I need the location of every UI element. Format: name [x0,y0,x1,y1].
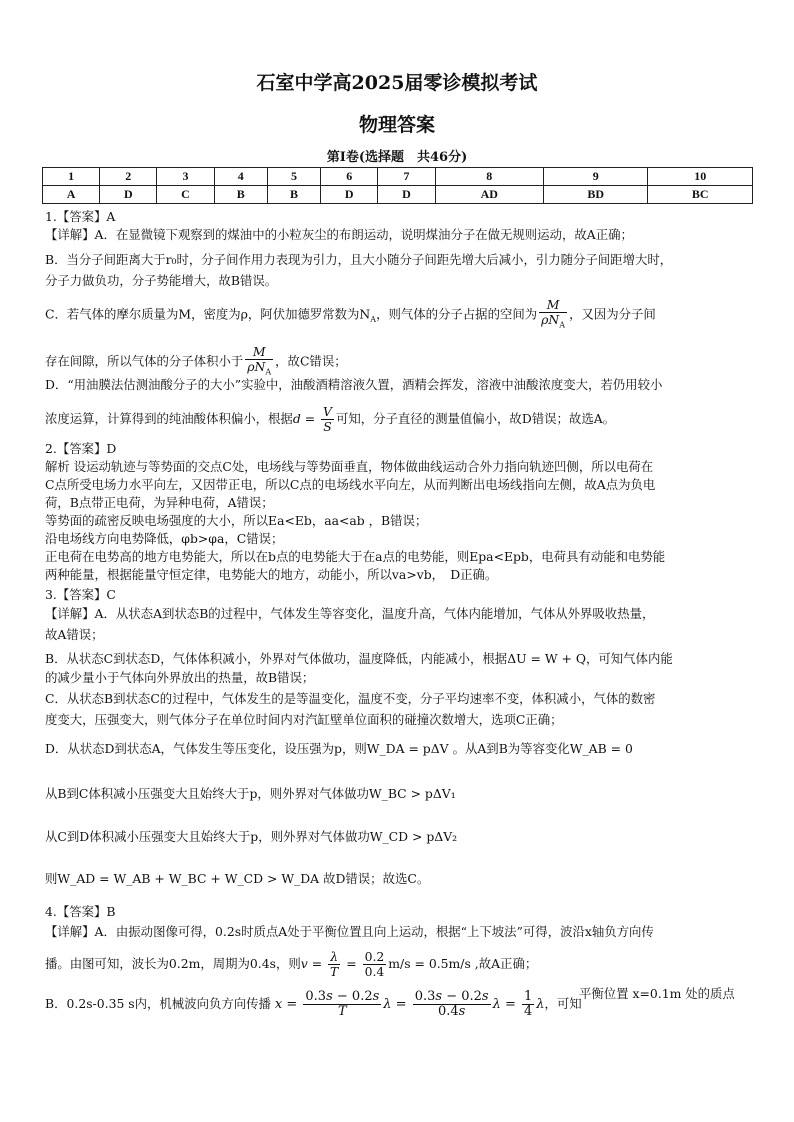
q2-line: 解析 设运动轨迹与等势面的交点C处，电场线与等势面垂直，物体做曲线运动合外力指向轨迹凹侧，所以电荷在 [45,459,654,474]
q1-detail-c1: C．若气体的摩尔质量为M，密度为ρ，阿伏加德罗常数为$N_A$，则气体的分子占据的空间为 $\frac{M}{\rho N_A}$ ，又因为分子间 [45,298,757,332]
distance-formula: x = $\frac{0.3s - 0.2s}{T}$ λ = $\frac{0.3s - 0.2s}{0.4s}$ λ = $\frac{1}{4}$ λ [274,989,545,1019]
q2-line: C点所受电场力水平向左，又因带正电，所以C点的电场线水平向左，从而判断出电场线指向左侧，故A点为负电 [45,477,656,492]
answer-cell: A [43,186,100,204]
q3-line: 故A错误； [45,627,104,642]
question-number: 3 [157,168,214,186]
answer-table [42,167,753,204]
answer-cell: C [157,186,214,204]
q4-b-mid: ，可知 [544,996,582,1011]
q2-line: 等势面的疏密反映电场强度的大小，所以Ea<Eb，aa<ab ，B错误； [45,513,428,528]
q3-line: 【详解】A．从状态A到状态B的过程中，气体发生等容变化，温度升高，气体内能增加，气体从外界吸收热量， [45,606,655,621]
q1-d2-post: 可知，分子直径的测量值偏小，故D错误；故选A。 [335,411,616,426]
answer-cell: AD [435,186,543,204]
table-row-numbers [43,168,753,186]
q2-line: 荷，B点带正电荷，为异种电荷，A错误； [45,495,274,510]
question-number: 6 [321,168,378,186]
q1-heading: 1.【答案】A [45,209,116,224]
q4-b-right: 平衡位置 x=0.1m 处的质点 [579,986,735,1001]
q4-line-a2: 播。由图可知，波长为0.2m，周期为0.4s，则v = $\frac{\lambda}{T}$ = $\frac{0.2}{0.4}$ m/s = 0.5m/s ,故A正确； [45,949,538,979]
question-number: 5 [267,168,320,186]
page-title: 物理答案 [358,114,435,136]
q4-line: 【详解】A．由振动图像可得，0.2s时质点A处于平衡位置且向上运动，根据“上下坡法”可得，波沿x轴负方向传 [45,924,654,939]
answer-cell: D [378,186,435,204]
question-number: 2 [100,168,157,186]
molecule-volume-fraction: $\frac{M}{\rho N_A}$ [247,344,272,377]
q1-c1-post: ，则气体的分子占据的空间为 [376,306,538,322]
q3-heading: 3.【答案】C [45,587,116,602]
table-row-answers [43,186,753,204]
q3-line: 度变大，压强变大，则气体分子在单位时间内对汽缸壁单位面积的碰撞次数增大，选项C正确； [45,712,563,727]
question-number: 4 [214,168,267,186]
speed-fraction: $\frac{0.2}{0.4}$ [364,949,385,979]
question-number: 1 [43,168,100,186]
q1-d2-pre: 浓度运算，计算得到的纯油酸体积偏小，根据 [45,411,293,426]
q4-b-pre: B．0.2s-0.35 s内，机械波向负方向传播 [45,996,271,1011]
q1-detail-c2 [45,345,757,379]
answer-cell: B [267,186,320,204]
question-number: 7 [378,168,435,186]
q2-line: 正电荷在电势高的地方电势能大，所以在b点的电势能大于在a点的电势能，则Epa<Epb，电荷具有动能和电势能 [45,549,666,564]
q2-heading: 2.【答案】D [45,441,117,456]
question-number: 9 [543,168,647,186]
q3-line: 从C到D体积减小压强变大且始终大于p，则外界对气体做功W_CD > pΔV₂ [45,829,458,844]
section-title: 第Ⅰ卷(选择题 共46分) [326,150,468,165]
molar-volume-fraction: $\frac{M}{\rho N_A}$ [541,297,566,330]
q1-c2-pre: 存在间隙，所以气体的分子体积小于 [45,353,244,369]
q3-line: 从B到C体积减小压强变大且始终大于p，则外界对气体做功W_BC > pΔV₁ [45,786,456,801]
q3-line: D．从状态D到状态A，气体发生等压变化，设压强为p，则W_DA = pΔV 。从A到B为等容变化W_AB = 0 [45,741,633,756]
q1-detail-b2: 分子力做负功，分子势能增大，故B错误。 [45,273,278,288]
question-number: 8 [435,168,543,186]
q1-detail-d1: D．“用油膜法估测油酸分子的大小”实验中，油酸酒精溶液久置，酒精会挥发，溶液中油酸浓度变大，若仍用较小 [45,377,663,392]
q2-line: 两种能量，根据能量守恒定律，电势能大的地方，动能小，所以va>vb， D正确。 [45,567,498,582]
q1-detail-d2: 浓度运算，计算得到的纯油酸体积偏小，根据d = $\frac{V}{S}$ 可知，分子直径的测量值偏小，故D错误；故选A。 [45,404,616,434]
answer-cell: BD [543,186,647,204]
answer-cell: B [214,186,267,204]
q3-line: 的减少量小于气体向外界放出的热量，故B错误； [45,670,315,685]
q1-detail-a: 【详解】A．在显微镜下观察到的煤油中的小粒灰尘的布朗运动，说明煤油分子在做无规则运动，故A正确； [45,227,633,242]
q4-a2-post: 故A正确； [478,956,538,971]
q3-line: 则W_AD = W_AB + W_BC + W_CD > W_DA 故D错误；故选C。 [45,871,430,886]
lambda-over-t-fraction: $\frac{\lambda}{T}$ [330,949,339,979]
q4-heading: 4.【答案】B [45,904,116,919]
q1-c2-post: ，故C错误； [275,353,347,369]
q2-line: 沿电场线方向电势降低，φb>φa，C错误； [45,531,284,546]
q1-c1-pre: C．若气体的摩尔质量为M，密度为ρ，阿伏加德罗常数为N [45,306,371,322]
answer-cell: BC [648,186,753,204]
q3-line: B．从状态C到状态D，气体体积减小，外界对气体做功，温度降低，内能减小，根据ΔU = W + Q，可知气体内能 [45,651,673,666]
q1-detail-b1: B．当分子间距离大于r₀时，分子间作用力表现为引力，且大小随分子间距先增大后减小，引力随分子间距增大时， [45,252,673,267]
exam-title: 石室中学高2025届零诊模拟考试 [256,72,538,94]
question-number: 10 [648,168,753,186]
answer-cell: D [100,186,157,204]
answer-cell: D [321,186,378,204]
q1-c1-end: ，又因为分子间 [569,306,656,322]
q4-a2-pre: 播。由图可知，波长为0.2m，周期为0.4s，则 [45,956,301,971]
diameter-fraction: $\frac{V}{S}$ [323,404,332,434]
q3-line: C．从状态B到状态C的过程中，气体发生的是等温变化，温度不变，分子平均速率不变，体积减小，气体的数密 [45,691,656,706]
